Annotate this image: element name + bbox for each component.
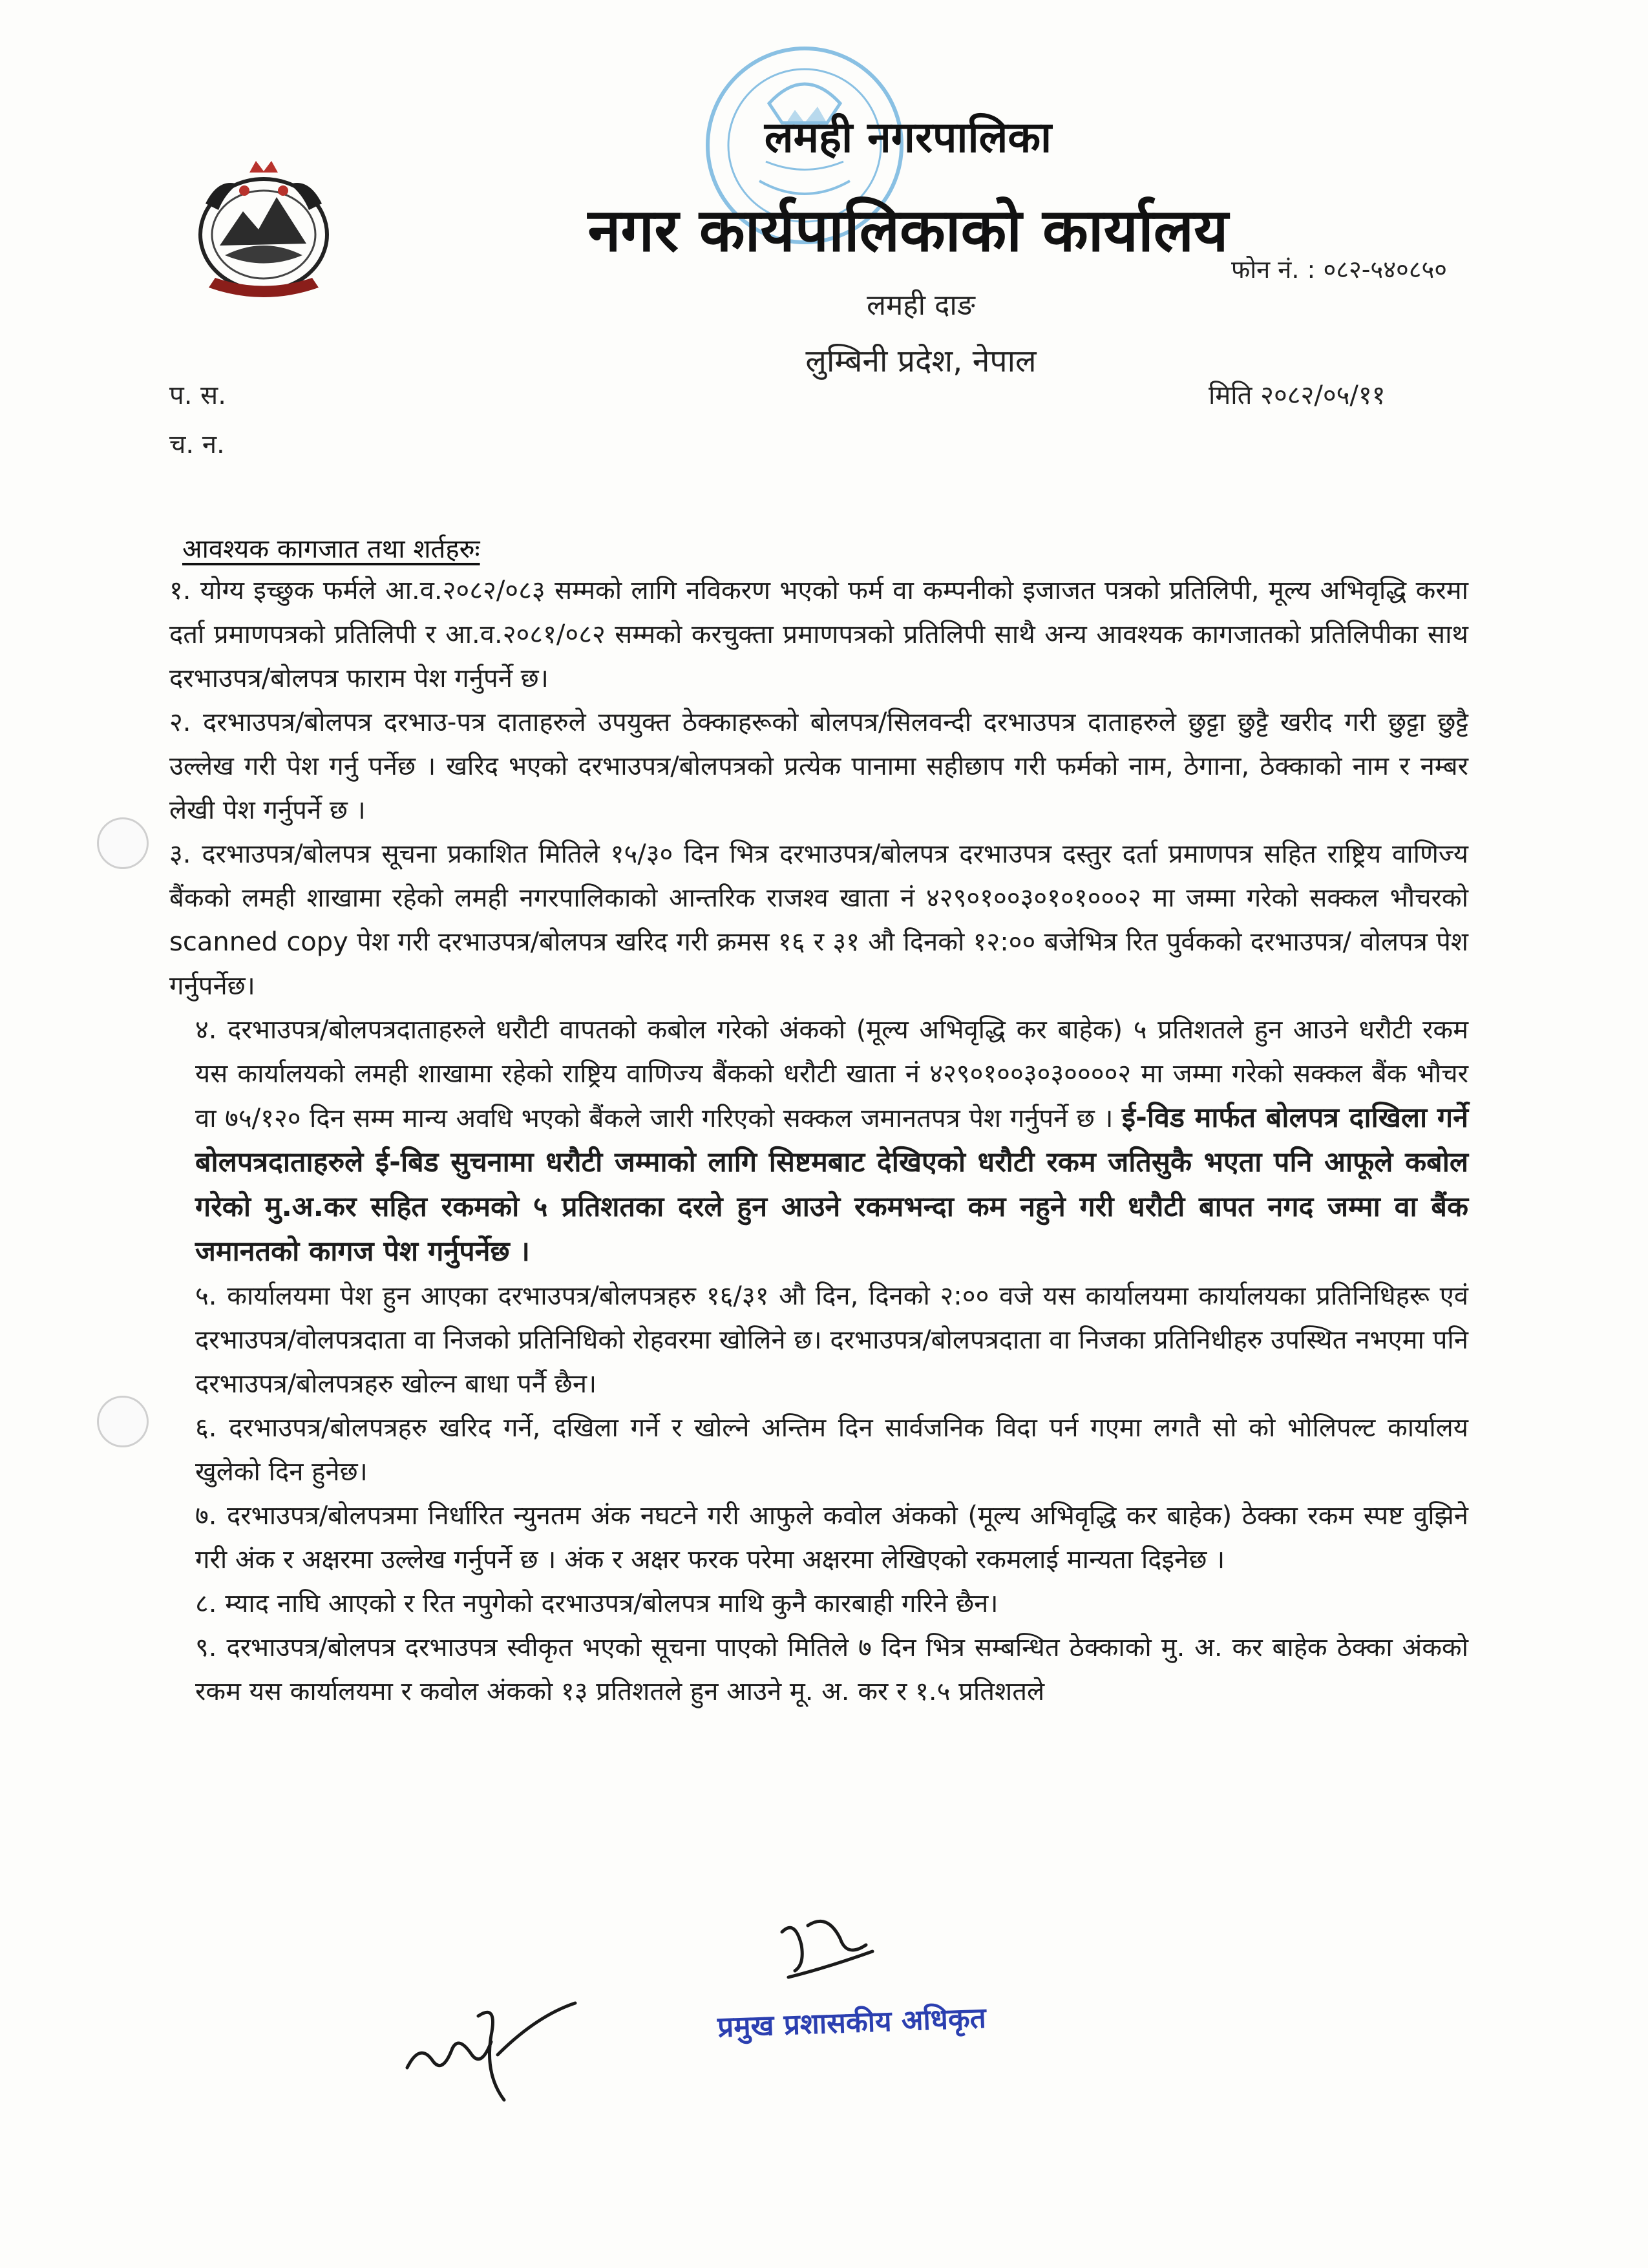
conditions-list xyxy=(169,569,1468,1714)
binder-hole-bottom xyxy=(97,1396,149,1447)
section-title: आवश्यक कागजात तथा शर्तहरुः xyxy=(182,534,480,564)
signatory-title: प्रमुख प्रशासकीय अधिकृत xyxy=(717,2001,987,2044)
office-location: लमही दाङ xyxy=(867,289,975,322)
initials-signature-icon xyxy=(769,1906,885,1997)
condition-item: ७. दरभाउपत्र/बोलपत्रमा निर्धारित न्युनतम अंक नघटने गरी आफुले कवोल अंकको (मूल्य अभिवृद्धि कर बाहेक) ठेक्का रकम स्पष्ट वुझिने गरी अंक र अक्षरमा उल्लेख गर्नुपर्ने छ । अंक र अक्षर फरक परेमा अक्षरमा लेखिएको रकमलाई मान्यता दिइनेछ । xyxy=(195,1501,1468,1575)
binder-hole-top xyxy=(97,817,149,869)
ebid-deposit-note: ई-विड मार्फत बोलपत्र दाखिला गर्ने बोलपत्रदाताहरुले ई-बिड सुचनामा धरौटी जम्माको लागि सिष्टमबाट देखिएको धरौटी रकम जतिसुकै भएता पनि आफूले कबोल गरेको मु.अ.कर सहित रकमको ५ प्रतिशतका दरले हुन आउने रकमभन्दा कम नहुने गरी धरौटी बापत नगद जम्मा वा बैंक जमानतको कागज पेश गर्नुपर्नेछ । xyxy=(195,1102,1468,1268)
municipality-name: लमही नगरपालिका xyxy=(764,112,1052,162)
dispatch-number-label: च. न. xyxy=(169,430,225,459)
condition-item: ४. दरभाउपत्र/बोलपत्रदाताहरुले धरौटी वापतको कबोल गरेको अंकको (मूल्य अभिवृद्धि कर बाहेक) ५ प्रतिशतले हुन आउने धरौटी रकम यस कार्यालयको लमही शाखामा रहेको राष्ट्रिय वाणिज्य बैंकको धरौटी खाता नं ४२९०१००३०३००००२ मा जम्मा गरेको सक्कल बैंक भौचर वा ७५/१२० दिन सम्म मान्य अवधि भएको बैंकले जारी गरिएको सक्कल जमानतपत्र पेश गर्नुपर्ने छ । ई-विड मार्फत बोलपत्र दाखिला गर्ने बोलपत्रदाताहरुले ई-बिड सुचनामा धरौटी जम्माको लागि सिष्टमबाट देखिएको धरौटी रकम जतिसुकै भएता पनि आफूले कबोल गरेको मु.अ.कर सहित रकमको ५ प्रतिशतका दरले हुन आउने रकमभन्दा कम नहुने गरी धरौटी बापत नगद जम्मा वा बैंक जमानतको कागज पेश गर्नुपर्नेछ । xyxy=(195,1015,1468,1268)
letter-number-label: प. स. xyxy=(169,381,226,410)
condition-item: १. योग्य इच्छुक फर्मले आ.व.२०८२/०८३ सम्मको लागि नविकरण भएको फर्म वा कम्पनीको इजाजत पत्रको प्रतिलिपी, मूल्य अभिवृद्धि करमा दर्ता प्रमाणपत्रको प्रतिलिपी र आ.व.२०८१/०८२ सम्मको करचुक्ता प्रमाणपत्रको प्रतिलिपी साथै अन्य आवश्यक कागजातको प्रतिलिपीका साथ दरभाउपत्र/बोलपत्र फाराम पेश गर्नुपर्ने छ। xyxy=(169,576,1468,693)
phone-number: फोन नं. : ०८२-५४०८५० xyxy=(1231,255,1447,284)
condition-item: २. दरभाउपत्र/बोलपत्र दरभाउ-पत्र दाताहरुले उपयुक्त ठेक्काहरूको बोलपत्र/सिलवन्दी दरभाउपत्र दाताहरुले छुट्टा छुट्टै खरीद गरी छुट्टा छुट्टै उल्लेख गरी पेश गर्नु पर्नेछ । खरिद भएको दरभाउपत्र/बोलपत्रको प्रत्येक पानामा सहीछाप गरी फर्मको नाम, ठेगाना, ठेक्काको नाम र नम्बर लेखी पेश गर्नुपर्ने छ । xyxy=(169,708,1469,825)
handwritten-signature-icon xyxy=(394,1977,588,2106)
office-province: लुम्बिनी प्रदेश, नेपाल xyxy=(805,343,1037,379)
office-name: नगर कार्यपालिकाको कार्यालय xyxy=(587,196,1229,265)
condition-item: ९. दरभाउपत्र/बोलपत्र दरभाउपत्र स्वीकृत भएको सूचना पाएको मितिले ७ दिन भित्र सम्बन्धित ठेक्काको मु. अ. कर बाहेक ठेक्का अंकको रकम यस कार्यालयमा र कवोल अंकको १३ प्रतिशतले हुन आउने मू. अ. कर र १.५ प्रतिशतले xyxy=(195,1633,1468,1706)
condition-item: ५. कार्यालयमा पेश हुन आएका दरभाउपत्र/बोलपत्रहरु १६/३१ औ दिन, दिनको २:०० वजे यस कार्यालयमा कार्यालयका प्रतिनिधिहरू एवं दरभाउपत्र/वोलपत्रदाता वा निजको प्रतिनिधिको रोहवरमा खोलिने छ। दरभाउपत्र/बोलपत्रदाता वा निजका प्रतिनिधीहरु उपस्थित नभएमा पनि दरभाउपत्र/बोलपत्रहरु खोल्न बाधा पर्नै छैन। xyxy=(195,1281,1469,1399)
letter-date: मिति २०८२/०५/११ xyxy=(1209,381,1386,410)
condition-item: ६. दरभाउपत्र/बोलपत्रहरु खरिद गर्ने, दखिला गर्ने र खोल्ने अन्तिम दिन सार्वजनिक विदा पर्न गएमा लगतै सो को भोलिपल्ट कार्यालय खुलेको दिन हुनेछ। xyxy=(195,1413,1468,1487)
condition-item: ८. म्याद नाघि आएको र रित नपुगेको दरभाउपत्र/बोलपत्र माथि कुनै कारबाही गरिने छैन। xyxy=(195,1589,998,1619)
condition-item: ३. दरभाउपत्र/बोलपत्र सूचना प्रकाशित मितिले १५/३० दिन भित्र दरभाउपत्र/बोलपत्र दरभाउपत्र दस्तुर दर्ता प्रमाणपत्र सहित राष्ट्रिय वाणिज्य बैंकको लमही शाखामा रहेको लमही नगरपालिकाको आन्तरिक राजश्व खाता नं ४२९०१००३०१०१०००२ मा जम्मा गरेको सक्कल भौचरको scanned copy पेश गरी दरभाउपत्र/बोलपत्र खरिद गरी क्रमस १६ र ३१ औ दिनको १२:०० बजेभित्र रित पुर्वकको दरभाउपत्र/ वोलपत्र पेश गर्नुपर्नेछ। xyxy=(169,839,1468,1001)
